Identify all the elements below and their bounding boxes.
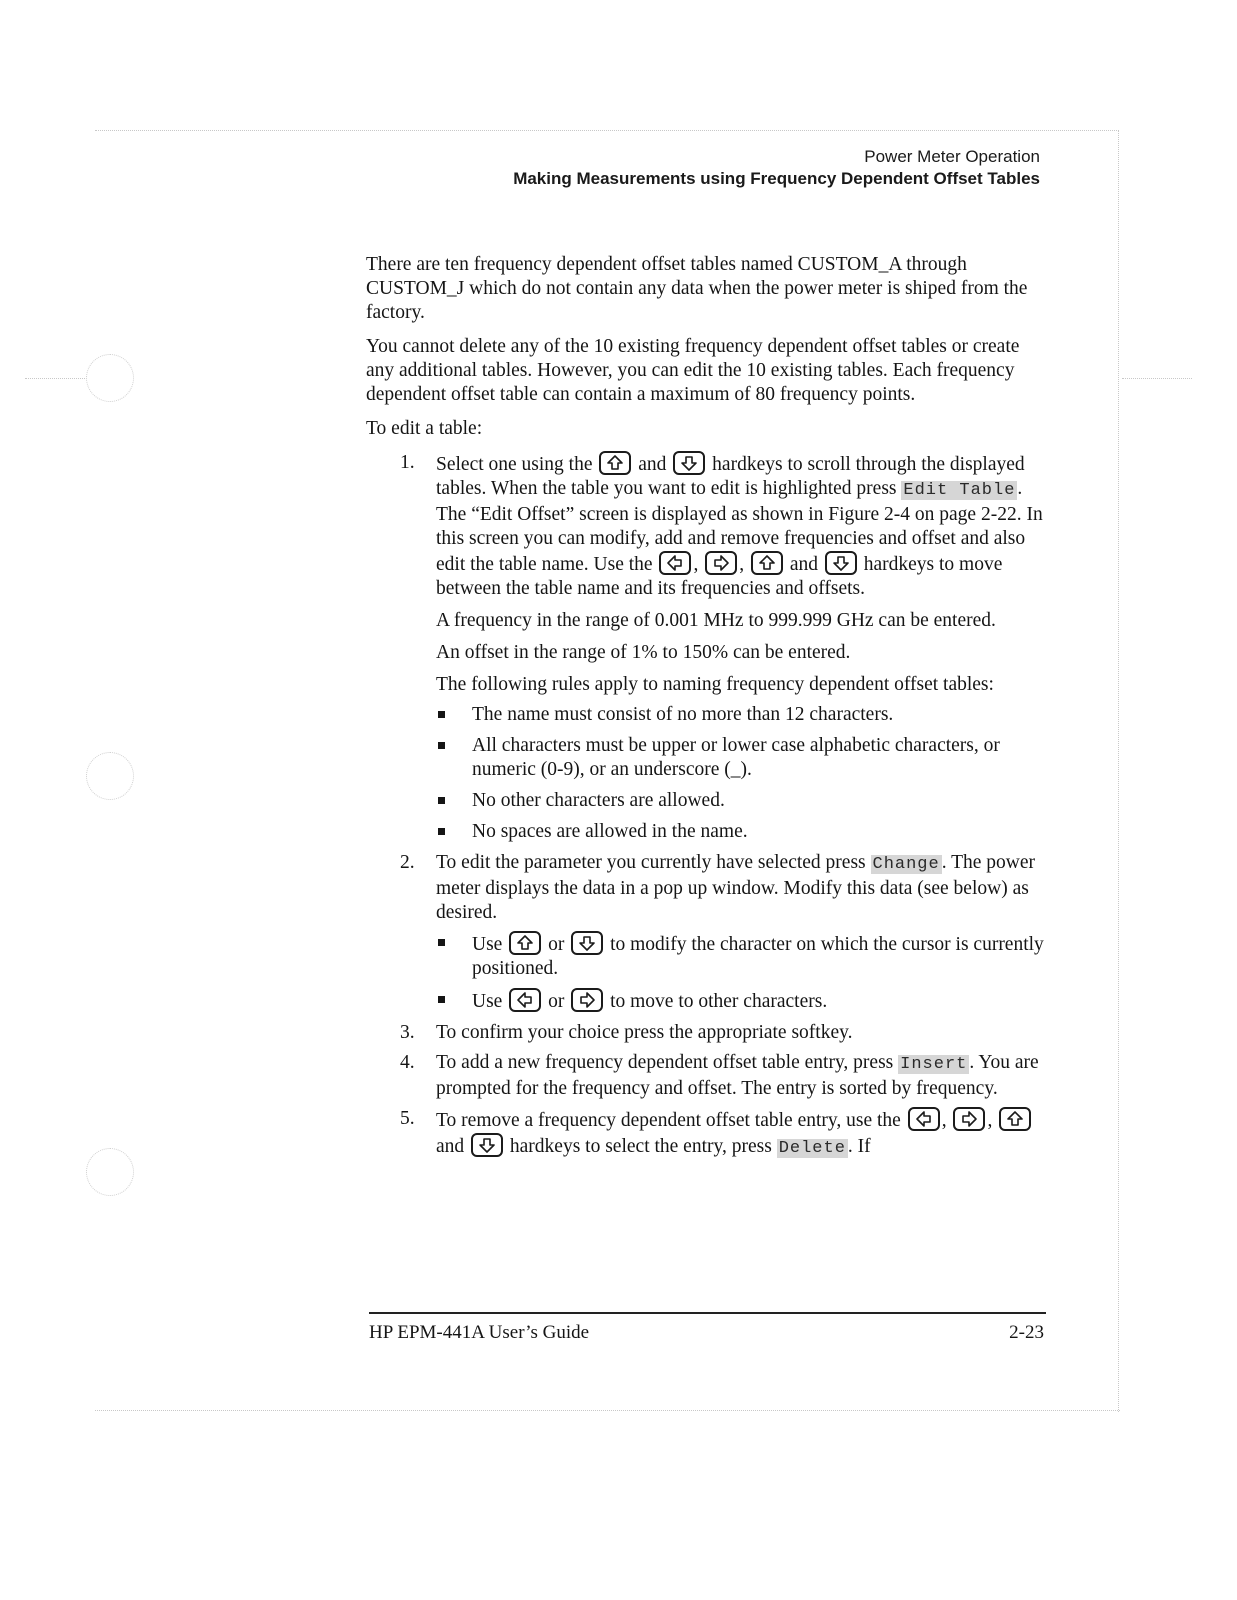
text-run: or	[548, 934, 565, 955]
text-run: and	[436, 1136, 465, 1157]
step-number: 2.	[400, 852, 415, 873]
softkey-insert: Insert	[900, 1055, 968, 1074]
down-arrow-key-icon	[471, 1133, 503, 1157]
scan-border-bottom	[95, 1410, 1120, 1411]
left-arrow-key-icon	[659, 551, 691, 575]
text-run: hardkeys to scroll through the displayed tables. When the table you want to edit is highlighted press	[436, 454, 1025, 499]
paragraph-limits: You cannot delete any of the 10 existing frequency dependent offset tables or create any additional tables. However, you can edit the 10 existing tables. Each frequency dependent offset table can contain a maximum of 80 frequency points.	[366, 336, 1020, 405]
step-number: 4.	[400, 1052, 415, 1073]
text-run: Select one using the	[436, 454, 593, 475]
footer-guide-title: HP EPM-441A User’s Guide	[369, 1322, 590, 1343]
text-run: To add a new frequency dependent offset table entry, press	[436, 1052, 894, 1073]
body-text	[366, 253, 1046, 1167]
text-run: . If	[847, 1136, 871, 1157]
right-arrow-key-icon	[953, 1107, 985, 1131]
step-5-text	[436, 1107, 1046, 1161]
naming-rules-lead: The following rules apply to naming frequency dependent offset tables:	[436, 674, 994, 695]
step-5	[366, 1107, 1046, 1161]
up-arrow-key-icon	[509, 931, 541, 955]
steps-list	[366, 451, 1046, 1161]
step-number: 5.	[400, 1108, 415, 1129]
footer-rule	[369, 1312, 1046, 1314]
step-2	[366, 851, 1046, 1014]
text-run: . You are prompted for the frequency and offset. The entry is sorted by frequency.	[436, 1052, 1039, 1099]
right-arrow-key-icon	[705, 551, 737, 575]
naming-rules-list	[436, 703, 1046, 844]
text-run: to move to other characters.	[610, 991, 828, 1012]
text-run: . The “Edit Offset” screen is displayed as shown in Figure 2-4 on page 2-22. In this screen you can modify, add and remove frequencies and offset and also edit the table name. Use the	[436, 478, 1043, 575]
rule-text: No other characters are allowed.	[472, 790, 725, 811]
binder-hole-3	[86, 1148, 134, 1196]
down-arrow-key-icon	[825, 551, 857, 575]
left-arrow-key-icon	[509, 988, 541, 1012]
bullet-icon	[438, 939, 445, 946]
bullet-icon	[438, 828, 445, 835]
list-item	[436, 988, 1046, 1014]
scan-border-top	[95, 130, 1117, 131]
step-3-text: To confirm your choice press the appropriate softkey.	[436, 1022, 853, 1043]
offset-range-note: An offset in the range of 1% to 150% can be entered.	[436, 642, 851, 663]
step-4	[366, 1051, 1046, 1101]
list-item	[436, 931, 1046, 981]
text-run: and	[638, 454, 667, 475]
up-arrow-key-icon	[751, 551, 783, 575]
step-3	[366, 1021, 1046, 1045]
text-run: ,	[941, 1110, 947, 1131]
header-title: Making Measurements using Frequency Dependent Offset Tables	[513, 169, 1040, 188]
text-run: hardkeys to select the entry, press	[509, 1136, 772, 1157]
running-header	[513, 146, 1040, 190]
scan-mark-right	[1122, 378, 1192, 379]
text-run: ,	[987, 1110, 993, 1131]
text-run: To remove a frequency dependent offset table entry, use the	[436, 1110, 901, 1131]
step-1	[366, 451, 1046, 844]
bullet-icon	[438, 996, 445, 1003]
list-item	[436, 734, 1046, 782]
right-arrow-key-icon	[571, 988, 603, 1012]
bullet-icon	[438, 711, 445, 718]
softkey-change: Change	[872, 855, 940, 874]
modify-keys-list	[436, 931, 1046, 1014]
text-run: . The power meter displays the data in a pop up window. Modify this data (see below) as desired.	[436, 852, 1036, 923]
bullet-icon	[438, 797, 445, 804]
step-4-text	[436, 1051, 1046, 1101]
down-arrow-key-icon	[673, 451, 705, 475]
left-arrow-key-icon	[908, 1107, 940, 1131]
text-run: or	[548, 991, 565, 1012]
rule-text: No spaces are allowed in the name.	[472, 821, 748, 842]
softkey-edit-table: Edit Table	[903, 481, 1016, 500]
list-item	[436, 703, 1046, 727]
text-run: and	[789, 554, 818, 575]
frequency-range-note: A frequency in the range of 0.001 MHz to 999.999 GHz can be entered.	[436, 610, 996, 631]
binder-hole-1	[86, 354, 134, 402]
text-run: Use	[472, 934, 503, 955]
text-run: ,	[739, 554, 745, 575]
list-item	[436, 820, 1046, 844]
text-run: hardkeys to move between the table name and its frequencies and offsets.	[436, 554, 1003, 599]
rule-text: The name must consist of no more than 12 characters.	[472, 704, 894, 725]
binder-hole-2	[86, 752, 134, 800]
step-2-text	[436, 851, 1046, 925]
header-section: Power Meter Operation	[864, 147, 1040, 166]
rule-text: All characters must be upper or lower case alphabetic characters, or numeric (0-9), or an underscore (_).	[472, 735, 1000, 780]
up-arrow-key-icon	[999, 1107, 1031, 1131]
text-run: ,	[693, 554, 699, 575]
step-number: 3.	[400, 1022, 415, 1043]
bullet-icon	[438, 742, 445, 749]
down-arrow-key-icon	[571, 931, 603, 955]
page-number: 2-23	[1009, 1322, 1044, 1343]
list-item	[436, 789, 1046, 813]
text-run: To edit the parameter you currently have selected press	[436, 852, 866, 873]
scan-border-right	[1118, 130, 1119, 1412]
step-1-text	[436, 451, 1046, 601]
paragraph-edit-lead: To edit a table:	[366, 418, 483, 439]
softkey-delete: Delete	[778, 1139, 846, 1158]
up-arrow-key-icon	[599, 451, 631, 475]
paragraph-intro: There are ten frequency dependent offset tables named CUSTOM_A through CUSTOM_J which do not contain any data when the power meter is shiped from the factory.	[366, 254, 1028, 323]
step-number: 1.	[400, 452, 415, 473]
text-run: to modify the character on which the cursor is currently positioned.	[472, 934, 1044, 979]
text-run: Use	[472, 991, 503, 1012]
scan-mark-left	[25, 378, 85, 379]
